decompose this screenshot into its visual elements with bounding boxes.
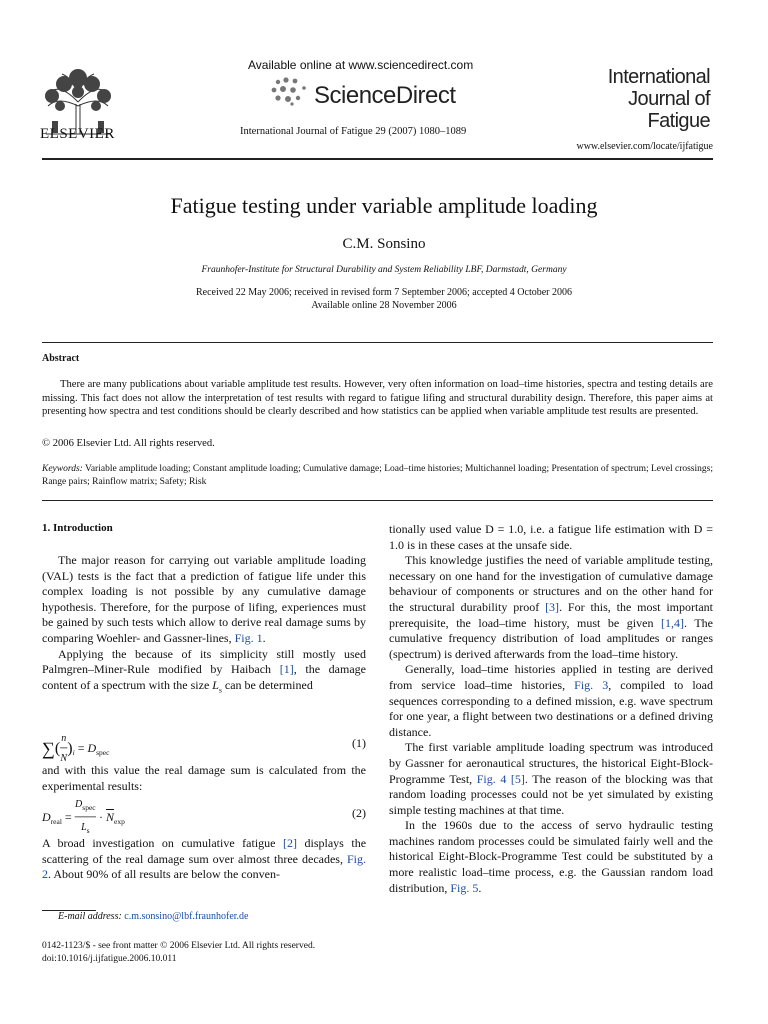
paragraph-text: Applying the because of its simplicity still mostly used Palmgren–Miner-Rule modified by Haibach bbox=[42, 646, 366, 677]
figure-link[interactable]: Fig. 3 bbox=[574, 677, 609, 692]
article-dates bbox=[0, 286, 768, 312]
figure-link[interactable]: Fig. 5 bbox=[450, 880, 479, 895]
figure-link[interactable]: Fig. 4 bbox=[476, 771, 507, 786]
equation-number: (1) bbox=[352, 736, 366, 750]
author-affiliation: Fraunhofer-Institute for Structural Durability and System Reliability LBF, Darmstadt, Germany bbox=[201, 265, 567, 275]
equation-2: $D_{real} = D_{spec}$ ─── $L_s \cdot \overline{N}_{exp}$ (2) bbox=[42, 799, 366, 835]
reference-link[interactable]: [1] bbox=[279, 662, 294, 677]
keywords bbox=[42, 463, 713, 489]
paragraph-text: A broad investigation on cumulative fatigue bbox=[42, 836, 276, 850]
abstract-bottom-rule bbox=[42, 500, 713, 501]
article-meta bbox=[42, 940, 315, 966]
doi-line[interactable]: doi:10.1016/j.ijfatigue.2006.10.011 bbox=[42, 954, 177, 964]
abstract-body bbox=[42, 378, 713, 419]
section-heading: 1. Introduction bbox=[42, 522, 113, 534]
reference-link[interactable]: [5] bbox=[510, 771, 525, 786]
paragraph-text: and with this value the real damage sum is calculated from the experimental results: bbox=[42, 763, 366, 793]
reference-link[interactable]: [3] bbox=[545, 599, 560, 614]
intro-paragraph-3 bbox=[42, 836, 366, 883]
journal-name-line: International bbox=[607, 66, 710, 88]
paragraph-text: The first variable amplitude loading spectrum was introduced by Gassner for aeronautical structures, the historical Eight-Block-Programme Test, bbox=[389, 740, 713, 786]
keywords-label: Keywords: bbox=[42, 464, 83, 474]
reference-link[interactable]: [2] bbox=[283, 836, 297, 850]
journal-reference: International Journal of Fatigue 29 (2007) 1080–1089 bbox=[240, 126, 467, 137]
paragraph-text: can be determined bbox=[224, 677, 313, 692]
publisher-name: ELSEVIER bbox=[40, 126, 115, 142]
paragraph-text: In the 1960s due to the access of servo hydraulic testing machines random processes could be simulated fairly well and the historical Eight-Block-Programme Test could be substituted by a more realistic load–time process, e.g. the Gaussian random load distribution, bbox=[389, 818, 713, 895]
reference-link[interactable]: [1,4] bbox=[661, 615, 684, 630]
issn-line: 0142-1123/$ - see front matter © 2006 Elsevier Ltd. All rights reserved. bbox=[42, 941, 316, 951]
paragraph-text: . The reason of the blocking was that random loading processes could not be yet simulated by existing simple testing machines at that time. bbox=[389, 771, 714, 817]
journal-name-line: Fatigue bbox=[647, 110, 710, 132]
column-2-text: tionally used value D = 1.0, i.e. a fatigue life estimation with D = 1.0 is in these cases at the unsafe side. This knowledge justifies the need of variable amplitude testing, necessary on one hand for the investigation of cumulative damage behaviour of components or structures and on the other hand for the structural durability proof [3]. For this, the most important prerequisite, the load–time history, must be given [1,4]. The cumulative frequency distribution of load amplitudes or ranges (spectrum) is derived afterwards from the load–time history. Generally, load–time histories applied in testing are derived from service load–time histories, Fig. 3, compiled to load sequences corresponding to a defined mission, e.g. wave spectrum for one year, a flight between two destinations or a defined driving distance. The first variable amplitude loading spectrum was introduced by Gassner for aeronautical structures, the historical Eight-Block-Programme Test, Fig. 4 [5]. The reason of the blocking was that random loading processes could not be yet simulated by existing simple testing machines at that time. In the 1960s due to the access of servo hydraulic testing machines random processes could be simulated fairly well and the historical Eight-Block-Programme Test could be substituted by a more realistic load–time process, e.g. the Gaussian random load distribution, Fig. 5. bbox=[389, 522, 714, 895]
keywords-text: Variable amplitude loading; Constant amplitude loading; Cumulative damage; Load–time histories; Multichannel loading; Presentation of spectrum; Level crossings; Range pairs; Rainflow matrix; Safety; Risk bbox=[42, 464, 713, 487]
equation-1: ∑(n ─ $N)_i = D_{spec}$ (1) bbox=[42, 733, 366, 764]
abstract-top-rule bbox=[42, 342, 713, 343]
paragraph-text: . The cumulative frequency distribution of load amplitudes or ranges (spectrum) is derived afterwards from the load–time history. bbox=[389, 615, 713, 661]
sciencedirect-logo-text: ScienceDirect bbox=[314, 82, 456, 109]
abstract-copyright: © 2006 Elsevier Ltd. All rights reserved. bbox=[42, 438, 215, 449]
figure-link[interactable]: Fig. 2 bbox=[42, 851, 366, 882]
equation-number: (2) bbox=[352, 806, 366, 820]
sciencedirect-dots-icon bbox=[268, 76, 312, 106]
paragraph-text: displays the scattering of the real damage sum over almost three decades, bbox=[42, 836, 367, 866]
email-label: E-mail address: bbox=[58, 911, 122, 922]
paragraph-text: Generally, load–time histories applied in testing are derived from service load–time histories, bbox=[389, 662, 713, 692]
paragraph-text: . For this, the most important prerequisite, the load–time history, must be given bbox=[389, 599, 713, 630]
journal-name-logo bbox=[608, 66, 710, 132]
article-title: Fatigue testing under variable amplitude loading bbox=[170, 193, 598, 218]
email-link[interactable]: c.m.sonsino@lbf.fraunhofer.de bbox=[124, 911, 249, 922]
intro-paragraph-2 bbox=[42, 763, 366, 794]
journal-name-line: Journal of bbox=[628, 88, 710, 110]
received-dates: Received 22 May 2006; received in revised form 7 September 2006; accepted 4 October 2006 bbox=[196, 287, 572, 298]
paragraph-text: tionally used value D = 1.0, i.e. a fatigue life estimation with D = 1.0 is in these cases at the unsafe side. bbox=[389, 522, 713, 552]
article-author: C.M. Sonsino bbox=[342, 236, 426, 252]
header-divider bbox=[42, 158, 713, 160]
available-online-text[interactable]: Available online at www.sciencedirect.com bbox=[248, 58, 474, 72]
paragraph-text: . About 90% of all results are below the conven- bbox=[48, 867, 280, 882]
abstract-heading: Abstract bbox=[42, 353, 80, 364]
paragraph-text: , compiled to load sequences corresponding to a defined mission, e.g. wave spectrum for one year, a flight between two destinations or a defined driving distance. bbox=[389, 677, 713, 739]
available-online-date: Available online 28 November 2006 bbox=[311, 300, 457, 311]
paragraph-text: This knowledge justifies the need of variable amplitude testing, necessary on one hand for the investigation of cumulative damage behaviour of components or structures and on the other hand for the structural durability proof bbox=[389, 553, 713, 614]
paragraph-text: The major reason for carrying out variable amplitude loading (VAL) tests is the fact that a prediction of fatigue life under this complex loading is not possible by any cumulative damage hypothesis. Therefore, for the purpose of lifing, experiences must be gained by such tests which allow to derive real damage sums by comparing Woehler- and Gassner-lines, bbox=[42, 553, 366, 645]
paragraph-text: , the damage content of a spectrum with the size bbox=[42, 662, 366, 692]
figure-link[interactable]: Fig. 1 bbox=[234, 630, 263, 645]
abstract-text: There are many publications about variable amplitude test results. However, very often information on load–time histories, spectra and testing details are missing. This fact does not allow the interpretation of test results with regard to fatigue lifing and structural durability design. Therefore, this paper aims at presenting how spectra and test conditions should be clearly described and how statistics can be applied when variable amplitude test results are presented. bbox=[42, 379, 713, 417]
footnote-email bbox=[58, 911, 248, 922]
journal-url[interactable]: www.elsevier.com/locate/ijfatigue bbox=[576, 141, 713, 152]
intro-paragraph-1: The major reason for carrying out variable amplitude loading (VAL) tests is the fact that a prediction of fatigue life under this complex loading is not possible by any cumulative damage hypothesis. Therefore, for the purpose of lifing, experiences must be gained by such tests which allow to derive real damage sums by comparing Woehler- and Gassner-lines, Fig. 1. Applying the because of its simplicity still mostly used Palmgren–Miner-Rule modified by Haibach [1], the damage content of a spectrum with the size $L_s$ can be determined bbox=[42, 553, 366, 695]
